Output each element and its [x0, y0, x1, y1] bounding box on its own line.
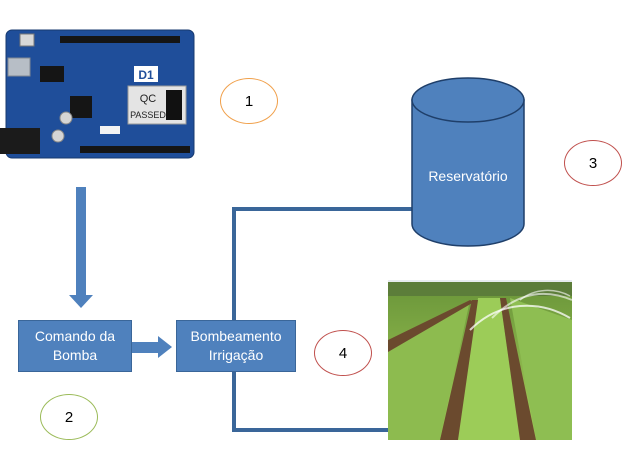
arrow-board-to-comando	[69, 187, 93, 308]
comando-line2: Bomba	[52, 347, 98, 363]
step-marker-1: 1	[220, 78, 278, 124]
header-pins-top	[60, 36, 180, 43]
step-marker-4: 4	[314, 330, 372, 376]
antenna	[166, 90, 182, 120]
chip	[70, 96, 92, 118]
power-jack	[0, 128, 40, 154]
board-model-label: D1	[138, 68, 154, 82]
component	[100, 126, 120, 134]
comando-line1: Comando da	[34, 328, 116, 344]
irrigation-field-image	[388, 280, 572, 440]
arrow-comando-to-bombeamento	[132, 336, 172, 358]
step-marker-2: 2	[40, 394, 98, 440]
comando-bomba-box	[18, 320, 132, 372]
microcontroller-board	[0, 30, 194, 158]
qc-label: QC	[139, 93, 157, 105]
reservoir-label: Reservatório	[428, 168, 508, 184]
capacitor	[60, 112, 72, 124]
bombeamento-line2: Irrigação	[208, 347, 264, 363]
passed-label: PASSED	[130, 110, 166, 120]
header-pins-bottom	[80, 146, 190, 153]
capacitor	[52, 130, 64, 142]
reservoir-cylinder	[412, 78, 524, 246]
usb-port	[8, 58, 30, 76]
bombeamento-irrigacao-box	[176, 320, 296, 372]
bombeamento-line1: Bombeamento	[190, 328, 282, 344]
reset-button	[20, 34, 34, 46]
chip	[40, 66, 64, 82]
step-marker-3: 3	[564, 140, 622, 186]
